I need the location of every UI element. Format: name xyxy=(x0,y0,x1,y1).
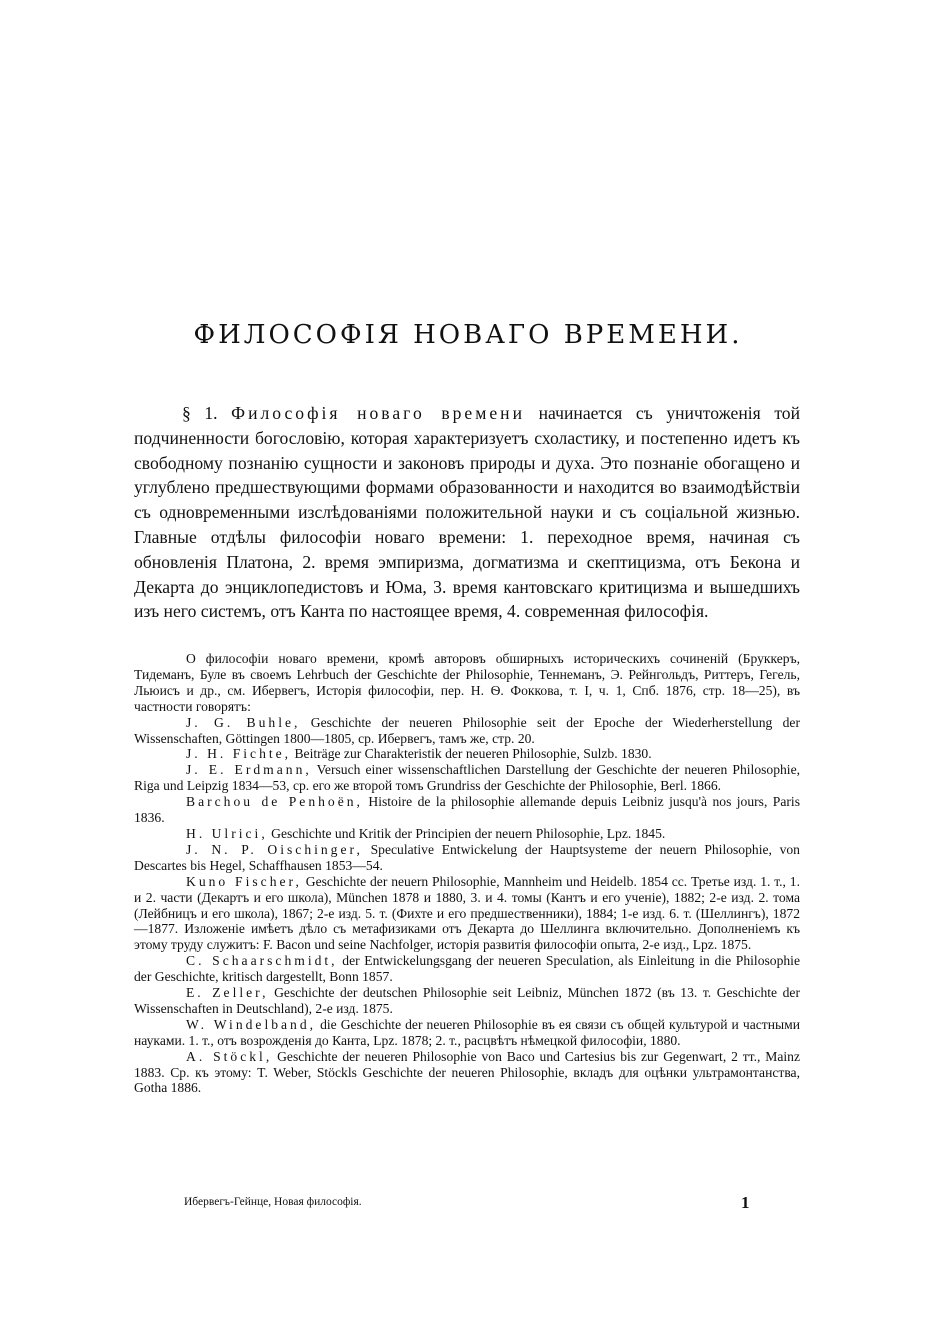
reference-text: Geschichte der neueren Philosophie seit der Epoche der Wiederherstellung der Wissenschaften, Göttingen 1800—1805, ср. Ибервегъ, тамъ же, стр. 20. xyxy=(134,714,800,746)
reference-author: H. Ulrici, xyxy=(186,825,268,841)
reference-text: Geschichte und Kritik der Principien der neuern Philosophie, Lpz. 1845. xyxy=(271,825,666,841)
reference-text: die Geschichte der neueren Philosophie въ ея связи съ общей культурой и частными науками. 1. т., отъ возрожденія до Канта, Lpz. 1878; 2. т., расцвѣтъ нѣмецкой философіи, 1880. xyxy=(134,1016,800,1048)
main-body-text: начинается съ уничтоженія той подчиненности богословію, которая характеризуетъ схоластику, и постепенно идетъ къ свободному познанію сущности и законовъ природы и духа. Это познаніе обогащено и углублено предшествующими формами образованности и находится во взаимодѣйствіи съ одновременными изслѣдованіями положительной науки и съ соціальной жизнью. Главные отдѣлы философіи новаго времени: 1. переходное время, начиная съ обновленія Платона, 2. время эмпиризма, догматизма и скептицизма, отъ Бекона и Декарта до энциклопедистовъ и Юма, 3. время кантовскаго критицизма и вышедшихъ изъ него системъ, отъ Канта по настоящее время, 4. современная философія. xyxy=(134,403,800,622)
reference-text: Versuch einer wissenschaftlichen Darstellung der Geschichte der neueren Philosophie, Riga und Leipzig 1834—53, ср. его же второй томъ Grundriss der Geschichte der Philosophie, Berl. 1866. xyxy=(134,762,801,794)
signature-mark: 1 xyxy=(741,1193,750,1212)
main-paragraph xyxy=(134,401,800,624)
reference-entry xyxy=(134,762,800,794)
reference-author: W. Windelband, xyxy=(186,1016,317,1032)
reference-text: Geschichte der neueren Philosophie von Baco und Cartesius bis zur Gegenwart, 2 тт., Mainz 1883. Ср. къ этому: T. Weber, Stöckls Geschichte der neueren Philosophie, вкладъ для оцѣнки ультрамонтанства, Gotha 1886. xyxy=(134,1048,800,1096)
reference-entry xyxy=(134,1049,800,1097)
page-title: ФИЛОСОФІЯ НОВАГО ВРЕМЕНИ. xyxy=(193,320,743,350)
reference-author: Kuno Fischer, xyxy=(186,873,302,889)
reference-author: J. H. Fichte, xyxy=(186,746,292,762)
reference-entry xyxy=(134,874,800,954)
reference-entry xyxy=(134,794,800,826)
reference-text: Beiträge zur Charakteristik der neueren Philosophie, Sulzb. 1830. xyxy=(294,746,652,762)
references-block xyxy=(134,651,800,1096)
reference-text: О философіи новаго времени, кромѣ авторовъ обширныхъ историческихъ сочиненій (Бруккеръ, Тидеманъ, Буле въ своемъ Lehrbuch der Geschichte der Philosophie, Теннеманъ, Э. Рейнгольдъ, Риттеръ, Гегель, Льюисъ и др., см. Ибервегъ, Исторія философіи, пер. Н. Ѳ. Фоккова, т. I, ч. 1, Спб. 1876, стр. 18—25), въ частности говорятъ: xyxy=(134,651,800,714)
reference-entry xyxy=(134,985,800,1017)
reference-entry xyxy=(134,953,800,985)
reference-author: J. G. Buhle, xyxy=(186,714,301,730)
lead-phrase: Философія новаго времени xyxy=(231,403,526,423)
reference-author: J. N. P. Oischinger, xyxy=(186,841,363,857)
reference-text: Geschichte der deutschen Philosophie seit Leibniz, München 1872 (въ 13. т. Geschichte der Wissenschaften in Deutschland), 2-е изд. 1875. xyxy=(134,985,800,1016)
reference-author: E. Zeller, xyxy=(186,985,269,1001)
reference-entry xyxy=(134,1017,800,1049)
reference-text: Histoire de la philosophie allemande depuis Leibniz jusqu'à nos jours, Paris 1836. xyxy=(134,794,800,826)
reference-entry xyxy=(134,842,800,874)
reference-author: C. Schaarschmidt, xyxy=(186,953,338,969)
reference-text: Speculative Entwickelung der Hauptsysteme der neuern Philosophie, von Descartes bis Hegel, Schaffhausen 1853—54. xyxy=(134,841,800,873)
reference-text: Geschichte der neuern Philosophie, Mannheim und Heidelb. 1854 сс. Третье изд. 1. т., 1. и 2. части (Декартъ и его школа), München 1878 и 1880, 3. и 4. томы (Кантъ и его ученіе), 1882; 2-е изд. 2. тома (Лейбницъ и его школа), 1867; 2-е изд. 5. т. (Фихте и его предшественники), 1884; 1-е изд. 6. т. (Шеллингъ), 1872—1877. Изложеніе имѣетъ дѣло съ метафизиками отъ Декарта до Шеллинга включительно. Дополненіемъ къ этому труду служитъ: F. Bacon und seine Nachfolger, исторія развитія философіи опыта, 2-е изд., Lpz. 1875. xyxy=(134,873,800,953)
page-footer xyxy=(0,1193,936,1220)
reference-entry xyxy=(134,746,800,762)
reference-entry xyxy=(134,715,800,747)
reference-entry xyxy=(134,826,800,842)
reference-entry xyxy=(134,651,800,715)
running-title: Ибервегъ-Гейнце, Новая философія. xyxy=(184,1196,362,1208)
reference-author: A. Stöckl, xyxy=(186,1048,273,1064)
reference-text: der Entwickelungsgang der neueren Speculation, als Einleitung in die Philosophie der Geschichte, kritisch dargestellt, Bonn 1857. xyxy=(134,953,800,985)
reference-author: Barchou de Penhoën, xyxy=(186,794,363,810)
reference-author: J. E. Erdmann, xyxy=(186,762,312,778)
section-number: § 1. xyxy=(182,403,218,423)
